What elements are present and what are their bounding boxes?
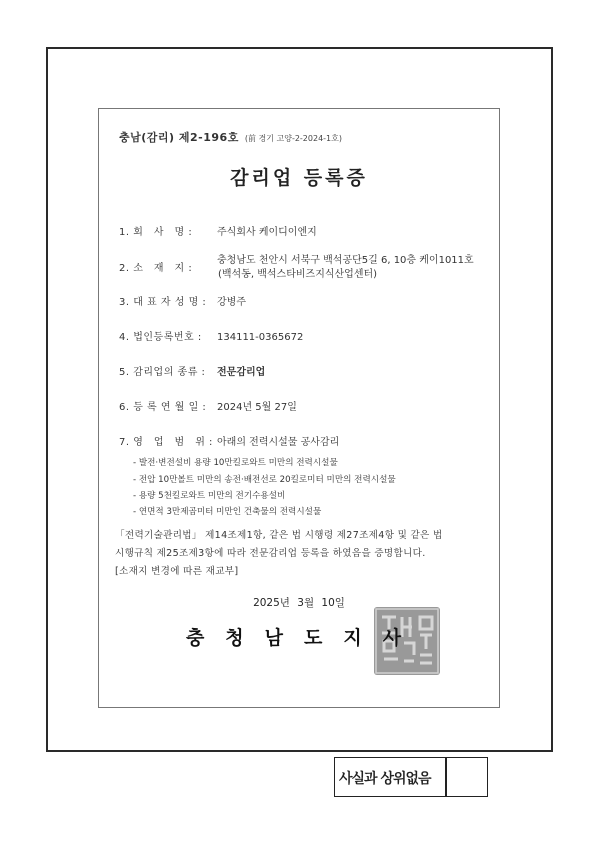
field-corp-reg-no [119, 328, 303, 343]
stamp-divider [445, 758, 447, 796]
field-label: 4. 법인등록번호 : [119, 332, 202, 343]
field-business-type [119, 363, 265, 378]
field-label: 6. 등 록 연 월 일 : [119, 402, 207, 413]
field-label: 1. 회 사 명 : [119, 227, 193, 238]
field-address [119, 251, 474, 280]
certificate-title: 감리업 등록증 [230, 167, 368, 189]
field-label: 7. 영 업 범 위 : [119, 437, 213, 448]
field-value: 아래의 전력시설물 공사감리 [217, 437, 340, 448]
scope-item: - 용량 5천킬로와트 미만의 전기수용설비 [133, 491, 286, 501]
field-registration-date [119, 398, 297, 413]
field-value: 2024년 5월 27일 [217, 402, 297, 413]
field-value: 강병주 [217, 297, 246, 308]
field-representative [119, 293, 246, 308]
certificate-body-line: 시행규칙 제25조제3항에 따라 전문감리업 등록을 하였음을 증명합니다. [115, 548, 426, 559]
scope-item: - 연면적 3만제곱미터 미만인 건축물의 전력시설물 [133, 507, 322, 517]
verification-stamp-text: 사실과 상위없음 [339, 771, 431, 787]
issue-date: 2025년 3월 10일 [253, 597, 345, 609]
field-label: 3. 대 표 자 성 명 : [119, 297, 207, 308]
certificate-number-main: 충남(감리) 제2-196호 [119, 131, 239, 144]
scope-item: - 전압 10만볼트 미만의 송전·배전선로 20킬로미터 미만의 전력시설물 [133, 475, 396, 485]
certificate-body-line: [소재지 변경에 따른 재교부] [115, 566, 239, 577]
field-label: 2. 소 재 지 : [119, 263, 193, 274]
issuer: 충청남도지사 [185, 627, 423, 649]
field-value-line2: (백석동, 백석스타비즈지식산업센터) [218, 269, 378, 280]
previous-number: (前 경기 고양-2-2024-1호) [244, 134, 342, 143]
certificate-body-line: 「전력기술관리법」 제14조제1항, 같은 법 시행령 제27조제4항 및 같은 법 [115, 530, 443, 541]
scope-item: - 발전·변전설비 용량 10만킬로와트 미만의 전력시설물 [133, 458, 338, 468]
field-value-line1: 충청남도 천안시 서북구 백석공단5길 6, 10층 케이1011호 [217, 255, 474, 266]
field-business-scope [119, 433, 339, 448]
certificate-number [119, 129, 342, 145]
field-value: 주식회사 케이디이엔지 [217, 227, 317, 238]
registration-certificate [98, 108, 500, 708]
verification-stamp [334, 757, 488, 797]
field-value: 134111-0365672 [217, 332, 304, 343]
field-label: 5. 감리업의 종류 : [119, 367, 206, 378]
field-value: 전문감리업 [217, 367, 266, 378]
field-company [119, 223, 317, 238]
